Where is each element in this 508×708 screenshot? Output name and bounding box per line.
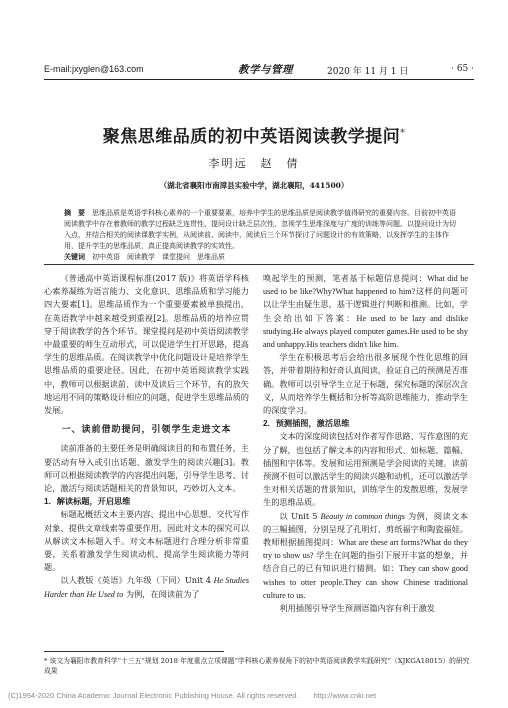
text-run: 为例，阅读文本的三幅插图，分别呈现了孔明灯、剪纸福字和陶瓷福娃。教师根据插图提问： [263,510,469,548]
paragraph-responses: 学生在积极思考后会给出很多展现个性化思维的回答，并带着期待和好奇认真阅读，验证自己的预测是否准确。教师可以引导学生立足于标题，探究标题的深层次含义，从而培养学生概括和分析等高阶思维能力，推动学生的深度学习。 [263,352,468,416]
paragraph-prediction: 文本的深度阅读包括对作者写作思路、写作意图的充分了解，也包括了解文本的内容和形式、如标题、篇幅、插图和字体等。发展和运用预测是学会阅读的关键。读前预测不但可以激活学生的阅读兴趣和动机，还可以激活学生对相关话题的背景知识，训练学生的发散思维，发展学生的思维品质。 [263,431,468,508]
text-run: 学生在问题的指引下展开丰富的想象，并结合自己的已有知识进行猜测。如： [263,550,469,574]
paragraph-title: 标题起概括文本主要内容、提出中心思想、交代写作对象、提供文章线索等重要作用，因此对文本的探究可以从解读文本标题入手。对文本标题进行合理分析非常重要，关系着激发学生阅读动机、提高学生阅读能力等问题。 [44,509,249,573]
journal-name: 教学与管理 [238,64,293,76]
keywords [64,252,459,263]
abstract-text: 思维品质是英语学科核心素养的一个重要要素，培养中学生的思维品质是阅读教学值得研究的重要内容。目前初中英语阅读教学中存在着教师的教学过程缺乏连贯性、提问设计缺乏层次性、忽视学生思维深度与广度的训练等问题。以提问设计为切入点，并结合相关的阅读课教学实例，从阅读前、阅读中、阅读后三个环节探讨了问题设计的有效策略，以发挥学生的主体作用，提升学生的思维品质，真正提高阅读教学的实效性。 [64,209,456,250]
abstract-block [64,208,459,263]
article-title [40,122,468,147]
abstract [64,208,459,252]
paragraph-example-unit5 [263,510,468,602]
authors: 李明远 赵 倩 [208,157,300,170]
intro-paragraph: 《普通高中英语课程标准(2017 版)》将英语学科核心素养凝练为语言能力、文化意识、思维品质和学习能力四大要素[1]。思维品质作为一个重要要素被单独提出，在英语教学中越来越受到重视[2]。思维品质的培养应贯穿于阅读教学的各个环节。课堂提问是初中英语阅读教学中最重要的师生互动形式，可以促进学生打开思路，提高学生的思维品质。在阅读教学中优化问题设计是培养学生思维品质的重要途径。因此，在初中英语阅读教学实践中，教师可以根据读前、读中及读后三个环节，有的放矢地运用不同的策略设计相应的问题，促进学生思维品质的发展。 [44,273,249,416]
abstract-label: 摘 要 [64,210,85,217]
text-run: 以 Unit 5 [279,510,321,521]
running-header [44,62,474,78]
footnote-rule [44,651,224,652]
unit-title-english: He Studies Harder than He Used to [44,576,249,599]
affiliation: （湖北省襄阳市南漳县实验中学，湖北襄阳，441500） [159,181,349,190]
text-run: 这样的问题可以让学生由疑生思，基于逻辑进行判断和推测。比如，学生会给出如下答案： [263,286,468,323]
copyright-notice: (C)1994-2020 China Academic Journal Electronic Publishing House. All rights reserved. http://www.cnki.net [8,691,377,700]
page-number: · 65 · [451,64,474,74]
header-rule [44,79,474,80]
footnote: * 该文为襄阳市教育科学“十三五”规划 2018 年度重点立项课题“学科核心素养视角下的初中英语阅读教学实践研究”（XJKGA18015）的研究成果 [44,657,470,675]
english-question: What are these art forms?What do they try to show us? [263,538,468,561]
header-email: E-mail:jxyglen@163.com [44,64,144,74]
issue-date: 2020 年 11 月 1 日 [327,67,409,77]
english-answers: He used to be lazy and dislike studying.He always played computer games.He used to be shy and unhappy.His teachers didn't like him. [263,313,468,350]
text-run: 唤起学生的预测，笔者基于标题信息提问： [263,273,428,283]
subheading-2: 2．预测插图，激活思维 [263,419,350,429]
text-run: 以人教版《英语》九年级（下同）Unit 4 [60,575,214,586]
keywords-text: 初中英语 阅读教学 课堂提问 思维品质 [92,253,225,261]
subheading-1: 1．解读标题，开启思维 [44,497,131,507]
paragraph-example-unit4 [44,574,249,600]
english-answers: They can show good wishes to otter people.They can show Chinese traditional culture to us. [263,564,468,600]
paragraph-illustrations: 利用插图引导学生预测语篇内容有利于激发 [279,603,435,614]
paragraph-prereading: 读前准备的主要任务是明确阅读目的和布置任务，主要活动有导入或引出话题、激发学生的阅读兴趣[3]。教师可以根据阅读教学的内容提出问题，引导学生思考、讨论，激活与阅读话题相关的背景知识，巧妙切入文本。 [44,443,249,494]
section-heading-1: 一、读前借助提问，引领学生走进文本 [61,424,232,435]
title-text: 聚焦思维品质的初中英语阅读教学提问 [102,127,401,147]
text-run: 为例，在阅读前为了 [123,588,200,599]
title-footnote-mark: * [400,128,406,139]
paragraph-continued [263,272,468,351]
abstract-rule [44,264,474,265]
right-column [263,272,468,615]
left-column [44,272,249,601]
keywords-label: 关键词 [64,254,85,261]
english-question: What did he used to be like?Why?What happened to him? [263,274,468,297]
unit-title-english: Beauty in common things [320,511,405,521]
